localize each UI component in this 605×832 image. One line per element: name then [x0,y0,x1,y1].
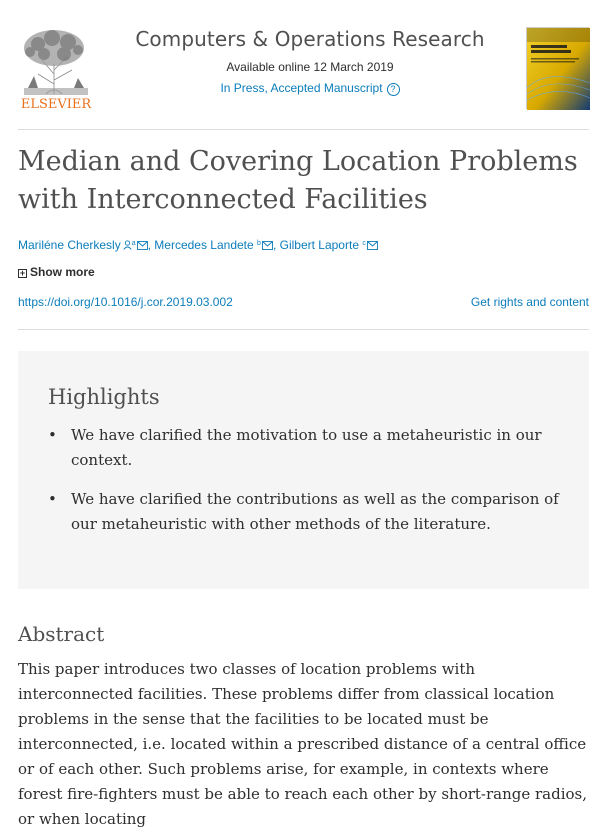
person-icon [123,240,132,250]
author-link[interactable]: Gilbert Laporte $^c$ [280,238,378,252]
doi-link[interactable]: https://doi.org/10.1016/j.cor.2019.03.002 [18,295,233,309]
author-list: Mariléne Cherkesly $^a$ , Mercedes Landete $^b$ , Gilbert Laporte $^c$ [18,238,378,252]
abstract-text: This paper introduces two classes of location problems with interconnected facilities. These problems differ from classical location problems in the sense that the facilities to be located must be interconnected, i.e. located within a prescribed distance of a central office or of each other. Such problems arise, for example, in contexts where forest fire-fighters must be able to reach each other by short-range radios, or when locating [18,660,588,828]
highlight-item: • We have clarified the motivation to use a metaheuristic in our context. [48,423,568,473]
author-link[interactable]: Mariléne Cherkesly $^a$ [18,238,148,252]
highlights-heading: Highlights [48,385,160,409]
article-title: Median and Covering Location Problems with Interconnected Facilities [18,146,578,215]
journal-cover-image[interactable] [526,27,589,109]
elsevier-tree-icon [16,24,96,112]
bullet-icon: • [48,490,57,508]
rights-link[interactable]: Get rights and content [470,295,589,309]
bullet-icon: • [48,426,57,444]
envelope-icon[interactable] [262,241,273,250]
header-divider [18,129,589,130]
show-more-button[interactable] [18,265,95,279]
highlights-list [48,423,568,551]
highlight-item: • We have clarified the contributions as well as the comparison of our metaheuristic with other methods of the literature. [48,487,568,537]
publisher-wordmark: ELSEVIER [20,97,92,112]
author-link[interactable]: Mercedes Landete $^b$ [154,238,273,252]
envelope-icon[interactable] [367,241,378,250]
help-icon[interactable]: ? [387,83,400,96]
press-status-link[interactable] [110,81,510,96]
journal-title[interactable]: Computers & Operations Research [135,27,485,51]
envelope-icon[interactable] [137,241,148,250]
available-online-date: Available online 12 March 2019 [226,60,394,74]
highlights-section [18,351,589,589]
press-status-label: In Press, Accepted Manuscript [220,81,383,95]
elsevier-logo[interactable] [16,24,96,112]
plus-icon: + [19,268,26,278]
abstract-heading: Abstract [18,622,105,646]
meta-divider [18,329,589,330]
show-more-label: Show more [30,265,95,279]
cover-art-icon [527,28,590,110]
